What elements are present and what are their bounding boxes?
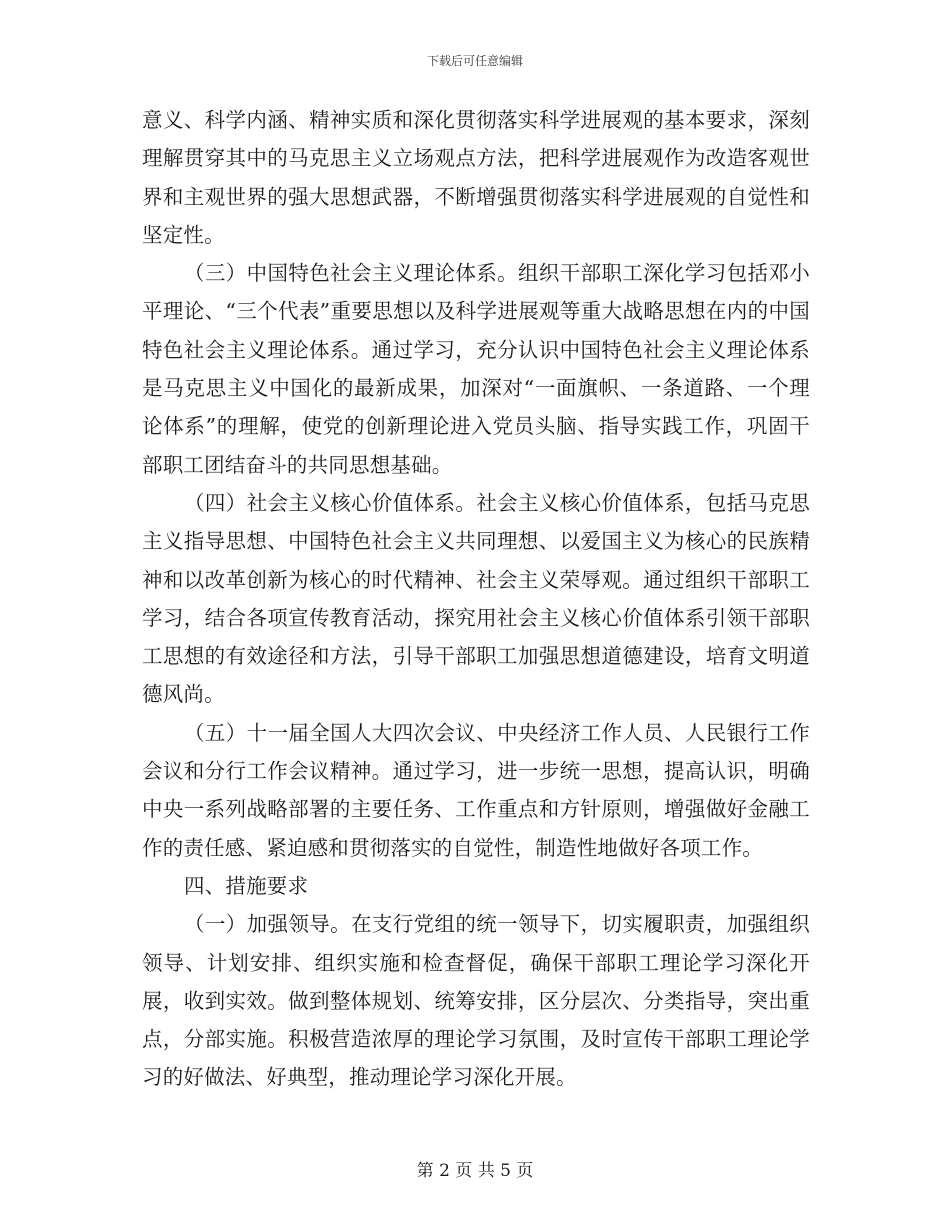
paragraph-1: 意义、科学内涵、精神实质和深化贯彻落实科学进展观的基本要求，深刻理解贯穿其中的马克思主义立场观点方法，把科学进展观作为改造客观世界和主观世界的强大思想武器，不断增强贯彻落实科学进展观的自觉性和坚定性。 [142,108,810,247]
section-heading-measures: 四、措施要求 [184,873,309,898]
page-header: 下载后可任意编辑 [426,54,523,68]
paragraph-section-3: （三）中国特色社会主义理论体系。组织干部职工深化学习包括邓小平理论、“三个代表”重要思想以及科学进展观等重大战略思想在内的中国特色社会主义理论体系。通过学习，充分认识中国特色社会主义理论体系是马克思主义中国化的最新成果，加深对“一面旗帜、一条道路、一个理论体系”的理解，使党的创新理论进入党员头脑、指导实践工作，巩固干部职工团结奋斗的共同思想基础。 [142,261,810,477]
paragraph-section-4: （四）社会主义核心价值体系。社会主义核心价值体系，包括马克思主义指导思想、中国特色社会主义共同理想、以爱国主义为核心的民族精神和以改革创新为核心的时代精神、社会主义荣辱观。通过组织干部职工学习，结合各项宣传教育活动，探究用社会主义核心价值体系引领干部职工思想的有效途径和方法，引导干部职工加强思想道德建设，培育文明道德风尚。 [142,490,810,707]
document-body [142,101,810,1097]
paragraph-measure-1: （一）加强领导。在支行党组的统一领导下，切实履职责，加强组织领导、计划安排、组织实施和检查督促，确保干部职工理论学习深化开展，收到实效。做到整体规划、统筹安排，区分层次、分类指导，突出重点，分部实施。积极营造浓厚的理论学习氛围，及时宣传干部职工理论学习的好做法、好典型，推动理论学习深化开展。 [142,912,810,1090]
page-footer: 第 2 页 共 5 页 [416,1161,534,1181]
paragraph-section-5: （五）十一届全国人大四次会议、中央经济工作人员、人民银行工作会议和分行工作会议精神。通过学习，进一步统一思想，提高认识，明确中央一系列战略部署的主要任务、工作重点和方针原则，增强做好金融工作的责任感、紧迫感和贯彻落实的自觉性，制造性地做好各项工作。 [142,720,810,860]
